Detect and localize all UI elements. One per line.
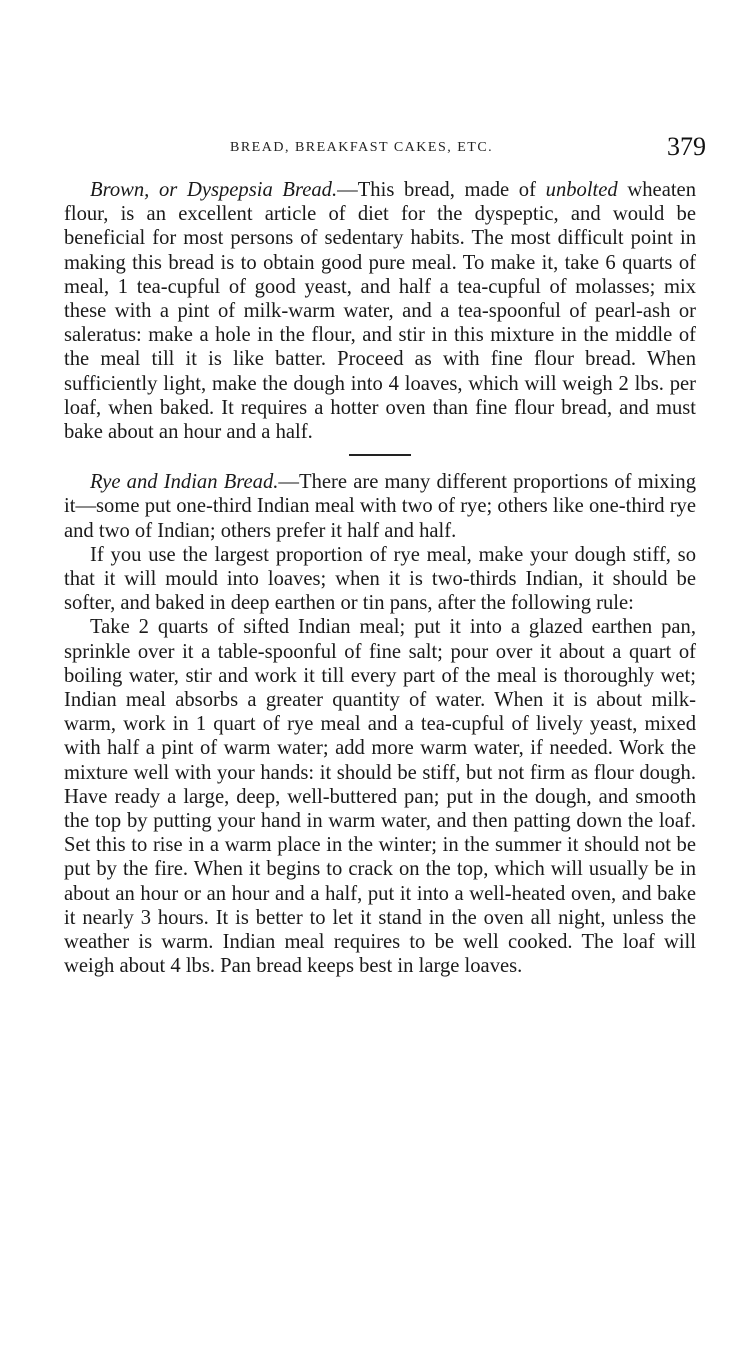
section-divider (349, 454, 411, 456)
recipe-title-rye-indian-bread: Rye and Indian Bread. (90, 471, 279, 494)
brown-bread-text-italic: unbolted (545, 179, 618, 201)
rye-bread-paragraph-1 (64, 470, 696, 543)
brown-bread-text-lead: —This bread, made of (337, 179, 546, 201)
rye-bread-text-2: If you use the largest proportion of rye meal, make your dough stiff, so that it will mould into loaves; when it is two-thirds Indian, it should be softer, and baked in deep earthen or tin pans, after the following rule: (64, 543, 696, 615)
brown-bread-text: wheaten flour, is an excellent article of diet for the dyspeptic, and would be beneficial for most persons of sedentary habits. The most difficult point in making this bread is to obtain good pure meal. To make it, take 6 quarts of meal, 1 tea-cupful of good yeast, and half a tea-cupful of molasses; mix these with a pint of milk-warm water, and a tea-spoonful of pearl-ash or saleratus: make a hole in the flour, and stir in this mixture in the middle of the meal till it is like batter. Proceed as with fine flour bread. When sufficiently light, make the dough into 4 loaves, which will weigh 2 lbs. per loaf, when baked. It requires a hotter oven than fine flour bread, and must bake about an hour and a half. (64, 179, 696, 444)
rye-bread-paragraph-3 (64, 615, 696, 978)
page-body (64, 178, 696, 979)
rye-bread-text-1: —There are many different proportions of mixing it—some put one-third Indian meal with two of rye; others like one-third rye and two of Indian; others prefer it half and half. (64, 471, 697, 542)
running-head: BREAD, BREAKFAST CAKES, ETC. (230, 140, 494, 155)
recipe-title-brown-bread: Brown, or Dyspepsia Bread. (90, 179, 338, 201)
brown-bread-paragraph (64, 178, 696, 444)
rye-bread-paragraph-2 (64, 543, 696, 616)
page-number: 379 (667, 132, 706, 161)
rye-bread-text-3: Take 2 quarts of sifted Indian meal; put it into a glazed earthen pan, sprinkle over it a table-spoonful of fine salt; pour over it about a quart of boiling water, stir and work it till every part of the meal is thoroughly wet; Indian meal absorbs a greater quantity of water. When it is about milk-warm, work in 1 quart of rye meal and a tea-cupful of lively yeast, mixed with half a pint of warm water; add more warm water, if needed. Work the mixture well with your hands: it should be stiff, but not firm as flour dough. Have ready a large, deep, well-buttered pan; put in the dough, and smooth the top by putting your hand in warm water, and then patting down the loaf. Set this to rise in a warm place in the winter; in the summer it should not be put by the fire. When it begins to crack on the top, which will usually be in about an hour or an hour and a half, put it into a well-heated oven, and bake it nearly 3 hours. It is better to let it stand in the oven all night, unless the weather is warm. Indian meal requires to be well cooked. The loaf will weigh about 4 lbs. Pan bread keeps best in large loaves. (64, 616, 696, 978)
